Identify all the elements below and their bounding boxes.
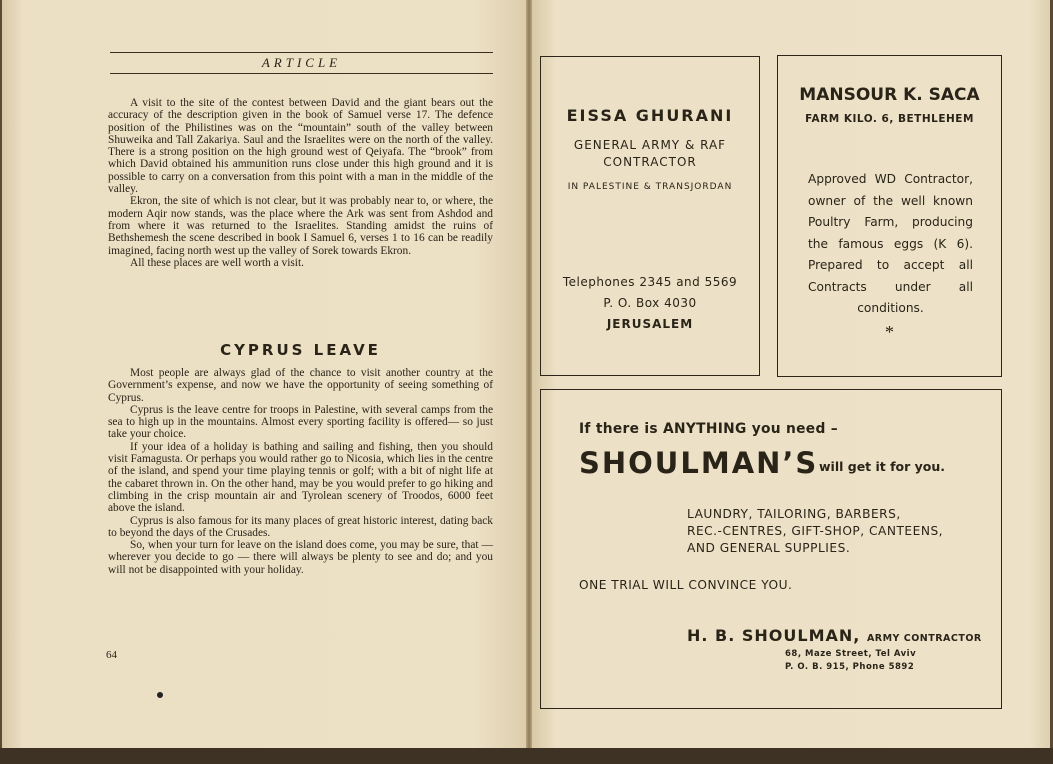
ad-saca <box>777 55 1002 377</box>
paragraph: Cyprus is also famous for its many places of great historic interest, dating back to beyond the days of the Crusades. <box>108 514 493 539</box>
ad-title: EISSA GHURANI <box>566 106 734 125</box>
ad-headline: If there is ANYTHING you need – <box>579 421 838 437</box>
ad-phones: Telephones 2345 and 5569 <box>562 275 738 289</box>
ad-address <box>785 648 916 674</box>
service-line: LAUNDRY, TAILORING, BARBERS, <box>687 507 901 521</box>
ad-line: CONTRACTOR <box>603 155 697 169</box>
service-line: REC.-CENTRES, GIFT-SHOP, CANTEENS, <box>687 524 944 538</box>
ad-brand: SHOULMAN’S <box>579 446 819 480</box>
article-body <box>108 97 493 269</box>
page-number: 64 <box>106 649 117 661</box>
paragraph: Ekron, the site of which is not clear, but it was probably near to, or where, the modern Aqir now stands, was the place where the Ark was sent from Ashdod and from where it was returned to the Israelites. Standing amidst the ruins of Bethshemesh the scene described in book I Samuel 6, verses 1 to 16 can be readily imagined, facing north west up the valley of Sorek towards Ekron. <box>108 195 493 257</box>
address-line: P. O. B. 915, Phone 5892 <box>785 662 915 672</box>
ad-line: GENERAL ARMY & RAF <box>573 138 727 152</box>
ad-pobox: P. O. Box 4030 <box>603 296 697 310</box>
asterisk: * <box>885 322 894 342</box>
ad-shoulman <box>540 389 1002 709</box>
ad-trial: ONE TRIAL WILL CONVINCE YOU. <box>579 578 793 592</box>
cyprus-body <box>108 367 493 576</box>
paragraph: Most people are always glad of the chance to visit another country at the Government’s expense, and now we have the opportunity of seeing something of Cyprus. <box>108 367 493 404</box>
signature-name: H. B. SHOULMAN, <box>687 626 861 645</box>
ad-description: Approved WD Contractor, owner of the well known Poultry Farm, producing the famous eggs (K 6). Prepared to accept all Contracts under all conditions. <box>808 172 973 315</box>
background-edge <box>0 748 1053 764</box>
section-title: CYPRUS LEAVE <box>220 341 381 359</box>
paragraph: Cyprus is the leave centre for troops in Palestine, with several camps from the sea to high up in the mountains. Almost every sporting facility is offered— so just take your choice. <box>108 403 493 441</box>
book-spine <box>526 0 532 752</box>
ad-services <box>687 506 943 557</box>
ink-dot <box>157 692 163 698</box>
ad-subtitle: FARM KILO. 6, BETHLEHEM <box>805 113 974 125</box>
ad-city: JERUSALEM <box>606 317 694 331</box>
service-line: AND GENERAL SUPPLIES. <box>687 541 851 555</box>
signature-role: ARMY CONTRACTOR <box>866 633 982 644</box>
article-header: ARTICLE <box>110 52 493 74</box>
paragraph: If your idea of a holiday is bathing and sailing and fishing, then you should visit Famagusta. Or perhaps you would rather go to Nicosia, which lies in the centre of the island, and spend your time playing tennis or golf; with a bit of night life at the cabaret thrown in. On the other hand, may be you would prefer to go hiking and climbing in the crisp mountain air and Tyrolean scenery of Troodos, 6000 feet above the island. <box>108 440 493 515</box>
ad-brand-tagline: will get it for you. <box>819 459 946 474</box>
ad-ghurani <box>540 56 760 376</box>
address-line: 68, Maze Street, Tel Aviv <box>785 649 917 659</box>
paragraph: A visit to the site of the contest between David and the giant bears out the accuracy of the description given in the book of Samuel verse 17. The defence position of the Philistines was on the “mountain” south of the valley between Shuweika and Tall Zakariya. Saul and the Israelites were on the north of the valley. There is a strong position on the high ground west of Qeiyafa. The “brook” from which David obtained his ammunition runs close under this high ground and it is possible to carry on a conversation from this point with a man in the middle of the valley. <box>108 97 493 196</box>
paragraph: So, when your turn for leave on the island does come, you may be sure, that — wherever you decide to go — there will always be plenty to see and do; and you will not be disappointed with your holiday. <box>108 539 493 576</box>
ad-line: IN PALESTINE & TRANSJORDAN <box>567 182 733 192</box>
ad-signature <box>687 626 982 645</box>
paragraph: All these places are well worth a visit. <box>130 256 304 269</box>
ad-title: MANSOUR K. SACA <box>799 85 980 105</box>
